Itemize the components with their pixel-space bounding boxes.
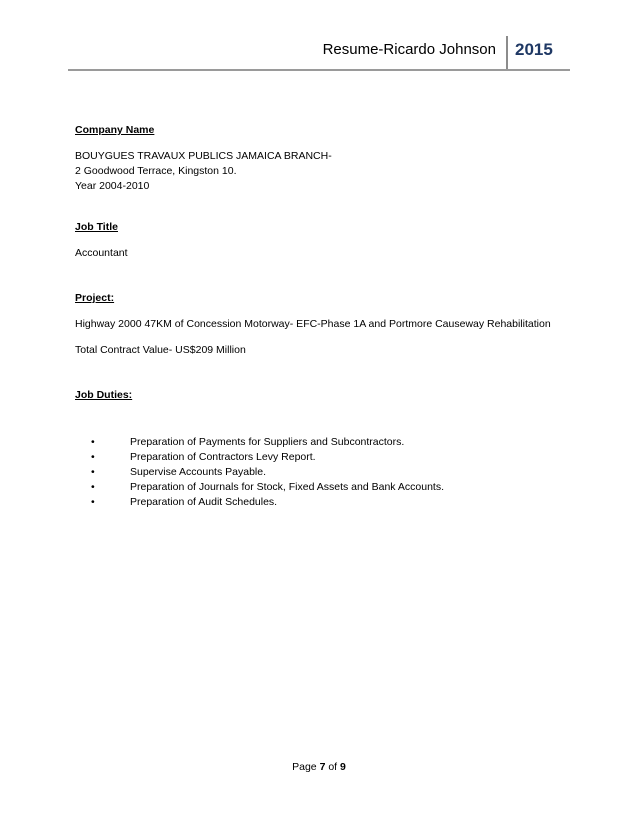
list-item [75, 435, 575, 450]
header-divider [506, 36, 508, 70]
page-label: Page [292, 761, 317, 773]
header-year: 2015 [515, 40, 553, 59]
page-footer [0, 761, 638, 773]
duty-text: Preparation of Journals for Stock, Fixed Assets and Bank Accounts. [130, 481, 445, 493]
duty-text: Preparation of Audit Schedules. [130, 496, 278, 508]
project-contract-value: Total Contract Value- US$209 Million [75, 344, 246, 356]
duty-text: Preparation of Payments for Suppliers and Subcontractors. [130, 436, 405, 448]
company-years: Year 2004-2010 [75, 180, 150, 192]
list-item [75, 495, 575, 510]
total-pages-number: 9 [340, 761, 346, 773]
list-item [75, 480, 575, 495]
company-name: BOUYGUES TRAVAUX PUBLICS JAMAICA BRANCH- [75, 150, 332, 162]
bullet-icon: • [91, 466, 95, 478]
of-label: of [328, 761, 338, 773]
duty-text: Supervise Accounts Payable. [130, 466, 266, 478]
bullet-icon: • [91, 451, 95, 463]
header-title: Resume-Ricardo Johnson [322, 41, 496, 58]
resume-section [75, 123, 575, 510]
project-description: Highway 2000 47KM of Concession Motorway- EFC-Phase 1A and Portmore Causeway Rehabilitation [75, 318, 551, 330]
header-rule [68, 69, 570, 71]
job-duties-list [75, 435, 575, 510]
job-duties-heading: Job Duties: [75, 389, 133, 401]
company-address: 2 Goodwood Terrace, Kingston 10. [75, 165, 237, 177]
bullet-icon: • [91, 436, 95, 448]
company-name-heading: Company Name [75, 124, 155, 136]
current-page-number: 7 [319, 761, 326, 773]
duty-text: Preparation of Contractors Levy Report. [130, 451, 316, 463]
project-heading: Project: [75, 292, 115, 304]
list-item [75, 450, 575, 465]
list-item [75, 465, 575, 480]
bullet-icon: • [91, 481, 95, 493]
job-title-heading: Job Title [75, 221, 118, 233]
job-title-value: Accountant [75, 247, 128, 259]
bullet-icon: • [91, 496, 95, 508]
